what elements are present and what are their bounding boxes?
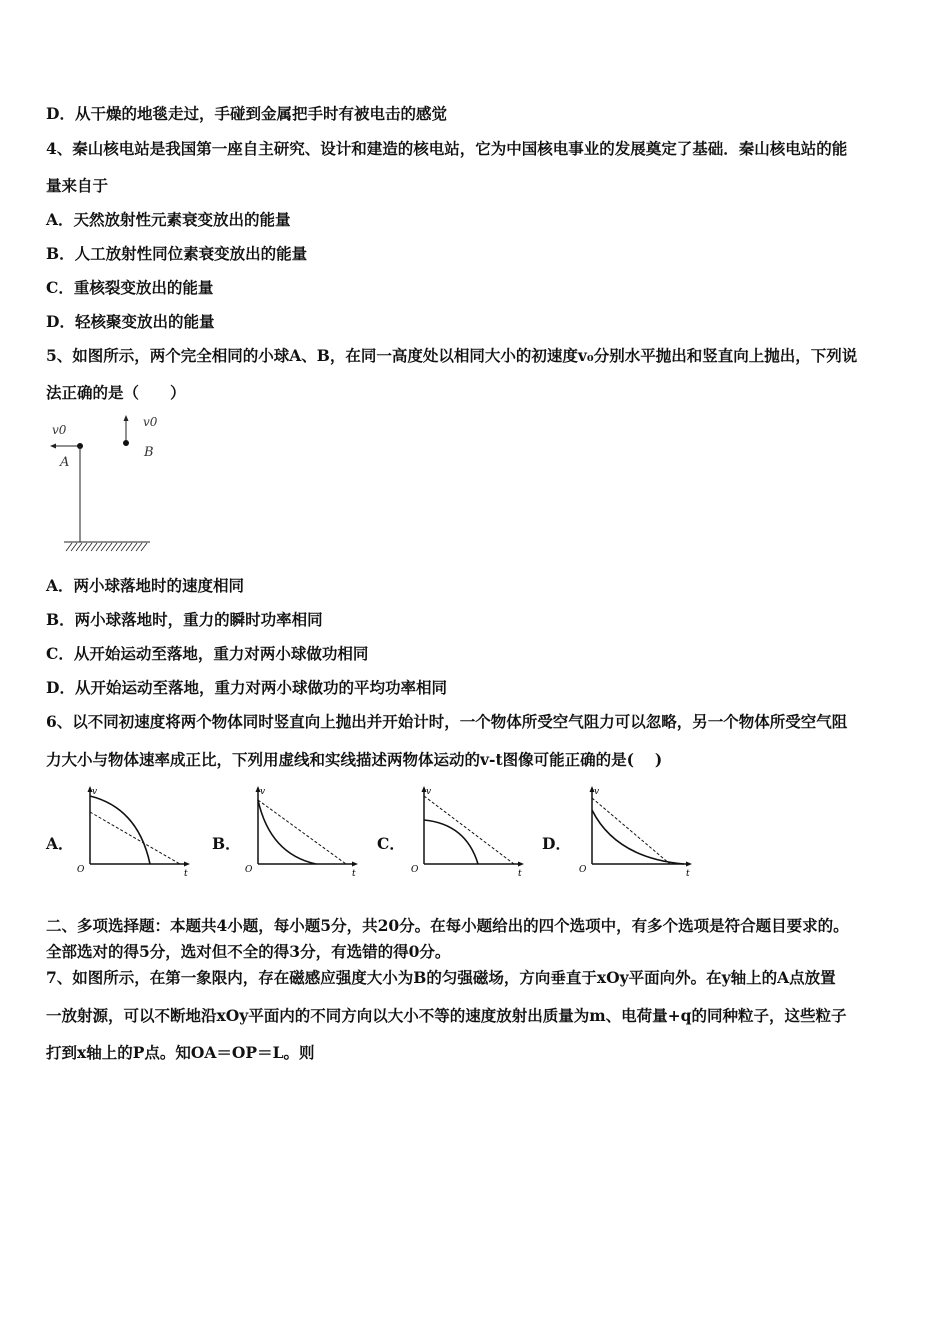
q5-stem-line1: 5、如图所示，两个完全相同的小球A、B，在同一高度处以相同大小的初速度v₀分别水平抛出和竖直向上抛出，下列说 (46, 346, 858, 365)
q5-projectile-figure (46, 408, 166, 560)
q6-graph-a (74, 784, 198, 876)
q6-a-axis-t: t (184, 869, 188, 876)
q6-b-axis-t: t (352, 869, 356, 876)
q4-stem-line1: 4、秦山核电站是我国第一座自主研究、设计和建造的核电站，它为中国核电事业的发展奠定了基础．秦山核电站的能 (46, 139, 848, 158)
q6-stem-line2: 力大小与物体速率成正比，下列用虚线和实线描述两物体运动的v-t图像可能正确的是( ) (46, 750, 663, 769)
q6-b-origin: O (245, 865, 253, 875)
q5-label-v0-up: v0 (143, 415, 158, 429)
q6-c-origin: O (411, 865, 419, 875)
q5-option-d: D．从开始运动至落地，重力对两小球做功的平均功率相同 (46, 678, 447, 697)
q5-option-b: B．两小球落地时，重力的瞬时功率相同 (46, 610, 323, 629)
q6-option-a-label: A． (46, 834, 74, 853)
q6-d-axis-t: t (686, 869, 690, 876)
q5-label-b: B (144, 445, 154, 460)
q5-stem-line2: 法正确的是（ ） (46, 383, 186, 402)
q6-d-axis-v: v (594, 787, 600, 797)
q6-graph-c (408, 784, 532, 876)
q6-graph-d (576, 784, 700, 876)
section2-heading-line1: 二、多项选择题：本题共4小题，每小题5分，共20分。在每小题给出的四个选项中，有多个选项是符合题目要求的。 (46, 916, 849, 935)
q6-a-origin: O (77, 865, 85, 875)
section2-heading-line2: 全部选对的得5分，选对但不全的得3分，有选错的得0分。 (46, 942, 451, 961)
q4-option-d: D．轻核聚变放出的能量 (46, 312, 215, 331)
q7-stem-line1: 7、如图所示，在第一象限内，存在磁感应强度大小为B的匀强磁场，方向垂直于xOy平面向外。在y轴上的A点放置 (46, 968, 836, 987)
q6-c-axis-t: t (518, 869, 522, 876)
q6-graph-b (242, 784, 366, 876)
q7-stem-line2: 一放射源，可以不断地沿xOy平面内的不同方向以大小不等的速度放射出质量为m、电荷量+q的同种粒子，这些粒子 (46, 1006, 847, 1025)
q7-stem-line3: 打到x轴上的P点。知OA＝OP＝L。则 (46, 1043, 315, 1062)
q5-label-v0-left: v0 (52, 423, 67, 437)
q5-option-c: C．从开始运动至落地，重力对两小球做功相同 (46, 644, 369, 663)
q6-b-axis-v: v (260, 787, 266, 797)
q3-option-d: D．从干燥的地毯走过，手碰到金属把手时有被电击的感觉 (46, 104, 447, 123)
q4-option-c: C．重核裂变放出的能量 (46, 278, 214, 297)
q5-option-a: A．两小球落地时的速度相同 (46, 576, 245, 595)
q6-option-c-label: C． (377, 834, 405, 853)
q4-option-a: A．天然放射性元素衰变放出的能量 (46, 210, 291, 229)
q6-option-d-label: D． (542, 834, 571, 853)
q6-stem-line1: 6、以不同初速度将两个物体同时竖直向上抛出并开始计时，一个物体所受空气阻力可以忽略，另一个物体所受空气阻 (46, 712, 848, 731)
q6-option-b-label: B． (212, 834, 241, 853)
q5-label-a: A (60, 455, 70, 470)
q6-a-axis-v: v (92, 787, 98, 797)
q6-d-origin: O (579, 865, 587, 875)
q6-c-axis-v: v (426, 787, 432, 797)
q4-option-b: B．人工放射性同位素衰变放出的能量 (46, 244, 308, 263)
q4-stem-line2: 量来自于 (46, 176, 109, 195)
